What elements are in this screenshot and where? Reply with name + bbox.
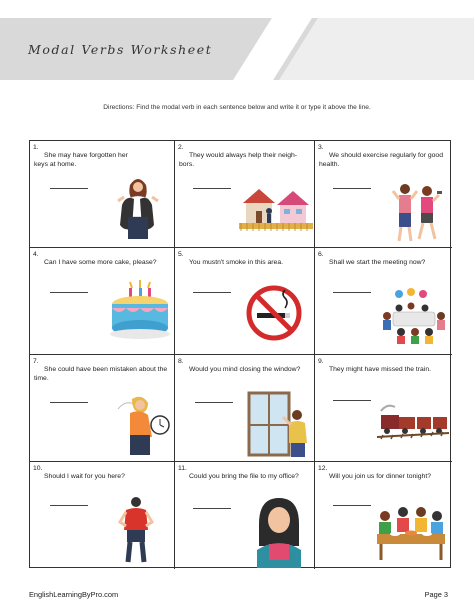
answer-line[interactable]: [333, 292, 371, 293]
item-number: 12.: [318, 465, 328, 472]
meeting-table-icon: [379, 286, 449, 346]
item-number: 7.: [33, 358, 39, 365]
item-sentence: They might have missed the train.: [329, 366, 431, 373]
answer-line[interactable]: [333, 400, 371, 401]
item-sentence: They would always help their neigh-bors.: [179, 152, 298, 168]
item-sentence: Can I have some more cake, please?: [44, 259, 157, 266]
item-sentence: You mustn't smoke in this area.: [189, 259, 283, 266]
exercise-cell-12: [315, 462, 452, 569]
directions-text: Directions: Find the modal verb in each sentence below and write it or type it above the line.: [103, 104, 371, 111]
answer-line[interactable]: [193, 188, 231, 189]
item-number: 11.: [178, 465, 187, 472]
woman-at-window-icon: [247, 391, 311, 459]
answer-line[interactable]: [50, 292, 88, 293]
exercise-cell-6: [315, 248, 452, 355]
man-waiting-icon: [116, 494, 156, 566]
item-sentence: Shall we start the meeting now?: [329, 259, 426, 266]
worksheet-title: Modal Verbs Worksheet: [28, 42, 213, 57]
houses-with-fence-icon: [239, 185, 313, 231]
item-number: 2.: [178, 144, 184, 151]
footer-page-number: Page 3: [424, 590, 448, 599]
item-number: 9.: [318, 358, 324, 365]
exercise-cell-4: [30, 248, 175, 355]
answer-line[interactable]: [195, 402, 233, 403]
item-sentence: She could have been mistaken about the time.: [34, 366, 168, 382]
item-number: 1.: [33, 144, 39, 151]
item-sentence: Would you mind closing the window?: [189, 366, 301, 373]
exercise-cell-1: [30, 141, 175, 248]
footer-site-link[interactable]: EnglishLearningByPro.com: [29, 590, 119, 599]
answer-line[interactable]: [333, 188, 371, 189]
exercise-grid: [29, 140, 451, 568]
item-number: 3.: [318, 144, 324, 151]
train-icon: [377, 403, 449, 445]
couple-exercising-icon: [389, 179, 443, 243]
item-number: 6.: [318, 251, 324, 258]
item-number: 4.: [33, 251, 39, 258]
exercise-cell-3: [315, 141, 452, 248]
answer-line[interactable]: [50, 402, 88, 403]
exercise-cell-11: [175, 462, 315, 569]
answer-line[interactable]: [193, 508, 231, 509]
exercise-cell-8: [175, 355, 315, 462]
exercise-cell-5: [175, 248, 315, 355]
item-sentence: Will you join us for dinner tonight?: [329, 473, 432, 480]
exercise-cell-2: [175, 141, 315, 248]
item-sentence: She may have forgotten her keys at home.: [34, 152, 128, 168]
woman-with-clock-icon: [116, 395, 172, 457]
answer-line[interactable]: [50, 188, 88, 189]
item-number: 5.: [178, 251, 184, 258]
item-sentence: Should I wait for you here?: [44, 473, 125, 480]
no-smoking-sign-icon: [245, 284, 303, 342]
woman-with-file-icon: [251, 496, 307, 568]
family-dinner-icon: [375, 502, 447, 562]
answer-line[interactable]: [193, 292, 231, 293]
birthday-cake-icon: [108, 278, 170, 342]
answer-line[interactable]: [50, 505, 88, 506]
answer-line[interactable]: [333, 505, 371, 506]
exercise-cell-9: [315, 355, 452, 462]
item-number: 10.: [33, 465, 43, 472]
exercise-cell-10: [30, 462, 175, 569]
exercise-cell-7: [30, 355, 175, 462]
item-sentence: Could you bring the file to my office?: [189, 473, 299, 480]
item-sentence: We should exercise regularly for good health.: [319, 152, 443, 168]
item-number: 8.: [178, 358, 184, 365]
woman-with-bag-icon: [108, 171, 168, 241]
